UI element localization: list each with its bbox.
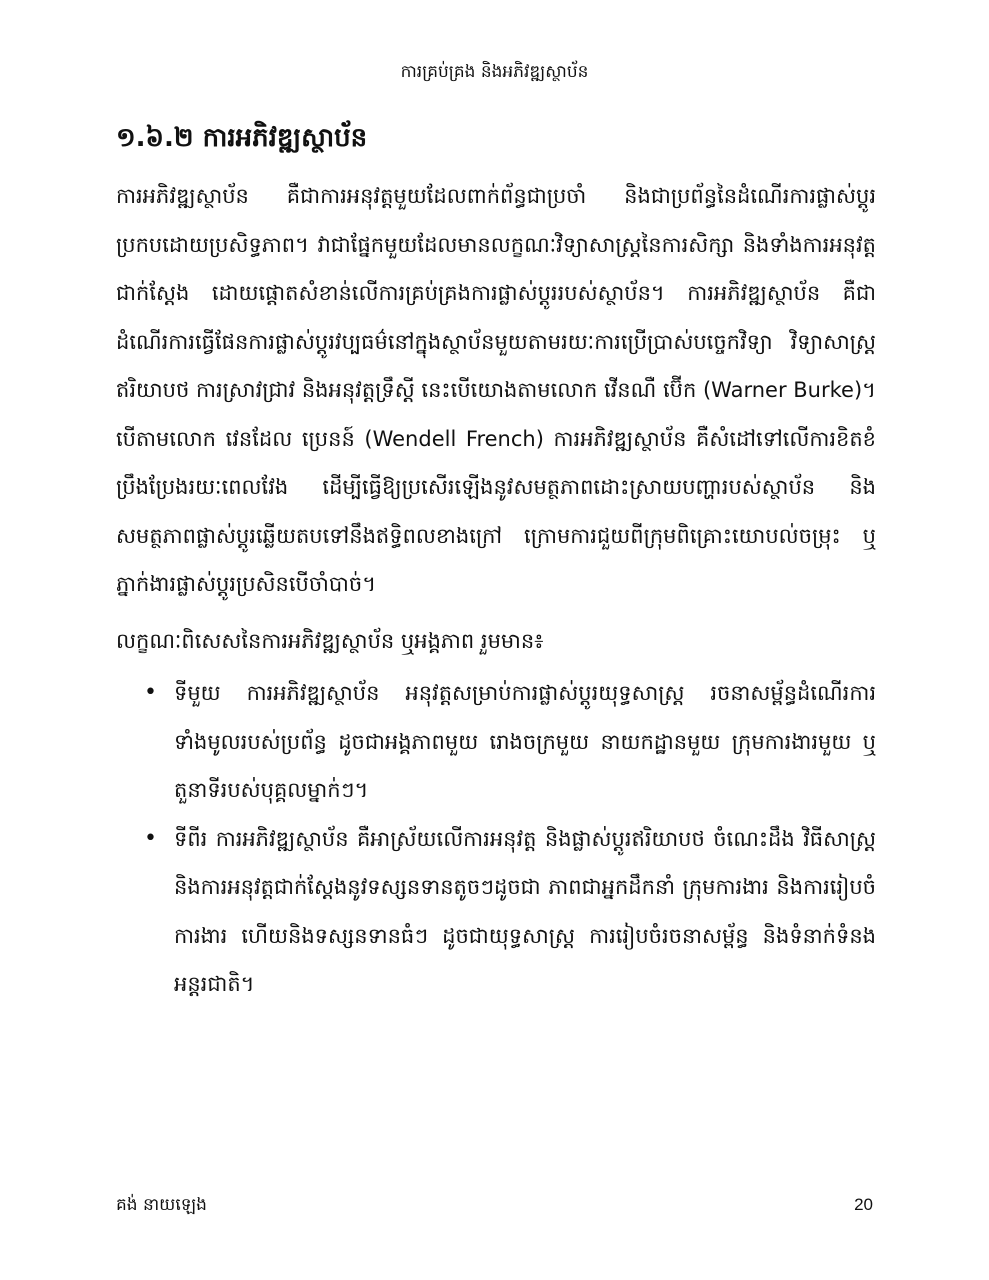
body-paragraph: ការអភិវឌ្ឍស្ថាប័ន គឺជាការអនុវត្តមួយដែលពាក់ព័ន្ធជាប្រចាំ និងជាប្រព័ន្ធនៃដំណើរការផ្លាស់ប្តូរប្រកបដោយប្រសិទ្ធភាព។ វាជាផ្នែកមួយដែលមានលក្ខណៈវិទ្យាសាស្ត្រនៃការសិក្សា និងទាំងការអនុវត្តជាក់ស្តែង ដោយផ្តោតសំខាន់លើការគ្រប់គ្រងការផ្លាស់ប្តូររបស់ស្ថាប័ន។ ការអភិវឌ្ឍស្ថាប័ន គឺជាដំណើរការធ្វើផែនការផ្លាស់ប្តូរវប្បធម៌នៅក្នុងស្ថាប័នមួយតាមរយៈការប្រើប្រាស់បច្ចេកវិទ្យា វិទ្យាសាស្ត្រ ឥរិយាបថ ការស្រាវជ្រាវ និងអនុវត្តទ្រឹស្តី នេះបើយោងតាមលោក វើនណឺ ប៊ើក (Warner Burke)។ បើតាមលោក វេនដែល ប្រេនន៍ (Wendell French) ការអភិវឌ្ឍស្ថាប័ន គឺសំដៅទៅលើការខិតខំប្រឹងប្រែងរយៈពេលវែង ដើម្បីធ្វើឱ្យប្រសើរឡើងនូវសមត្ថភាពដោះស្រាយបញ្ហារបស់ស្ថាប័ន និងសមត្ថភាពផ្លាស់ប្តូរឆ្លើយតបទៅនឹងឥទ្ធិពលខាងក្រៅ ក្រោមការជួយពីក្រុមពិគ្រោះយោបល់ចម្រុះ ឬភ្នាក់ងារផ្លាស់ប្តូរប្រសិនបើចាំបាច់។ (116, 184, 876, 596)
bullet-icon: • (144, 680, 157, 705)
page-content (116, 118, 876, 1009)
page-number: 20 (854, 1195, 873, 1214)
features-list (116, 669, 876, 1009)
footer-author: គង់ នាយឡេង (116, 1195, 207, 1215)
list-item-text: ទីពីរ ការអភិវឌ្ឍស្ថាប័ន គឺអាស្រ័យលើការអនុវត្ត និងផ្លាស់ប្តូរឥរិយាបថ ចំណេះដឹង វិធីសាស្ត្រ និងការអនុវត្តជាក់ស្តែងនូវទស្សនទានតូចៗដូចជា ភាពជាអ្នកដឹកនាំ ក្រុមការងារ និងការរៀបចំការងារ ហើយនិងទស្សនទានធំៗ ដូចជាយុទ្ធសាស្ត្រ ការរៀបចំរចនាសម្ព័ន្ធ និងទំនាក់ទំនងអន្តរជាតិ។ (174, 826, 876, 996)
list-item (116, 669, 876, 815)
features-intro: លក្ខណៈពិសេសនៃការអភិវឌ្ឍស្ថាប័ន ឬអង្គភាព រួមមាន៖ (116, 628, 544, 653)
section-heading: ១.៦.២ ការអភិវឌ្ឍស្ថាប័ន (116, 123, 368, 153)
running-header: ការគ្រប់គ្រង និងអភិវឌ្ឍស្ថាប័ន (400, 62, 589, 82)
list-item-text: ទីមួយ ការអភិវឌ្ឍស្ថាប័ន អនុវត្តសម្រាប់ការផ្លាស់ប្តូរយុទ្ធសាស្ត្រ រចនាសម្ព័ន្ធដំណើរការទាំងមូលរបស់ប្រព័ន្ធ ដូចជាអង្គភាពមួយ រោងចក្រមួយ នាយកដ្ឋានមួយ ក្រុមការងារមួយ ឬតួនាទីរបស់បុគ្គលម្នាក់ៗ។ (174, 681, 876, 802)
bullet-icon: • (144, 825, 157, 851)
list-item (116, 815, 876, 1009)
